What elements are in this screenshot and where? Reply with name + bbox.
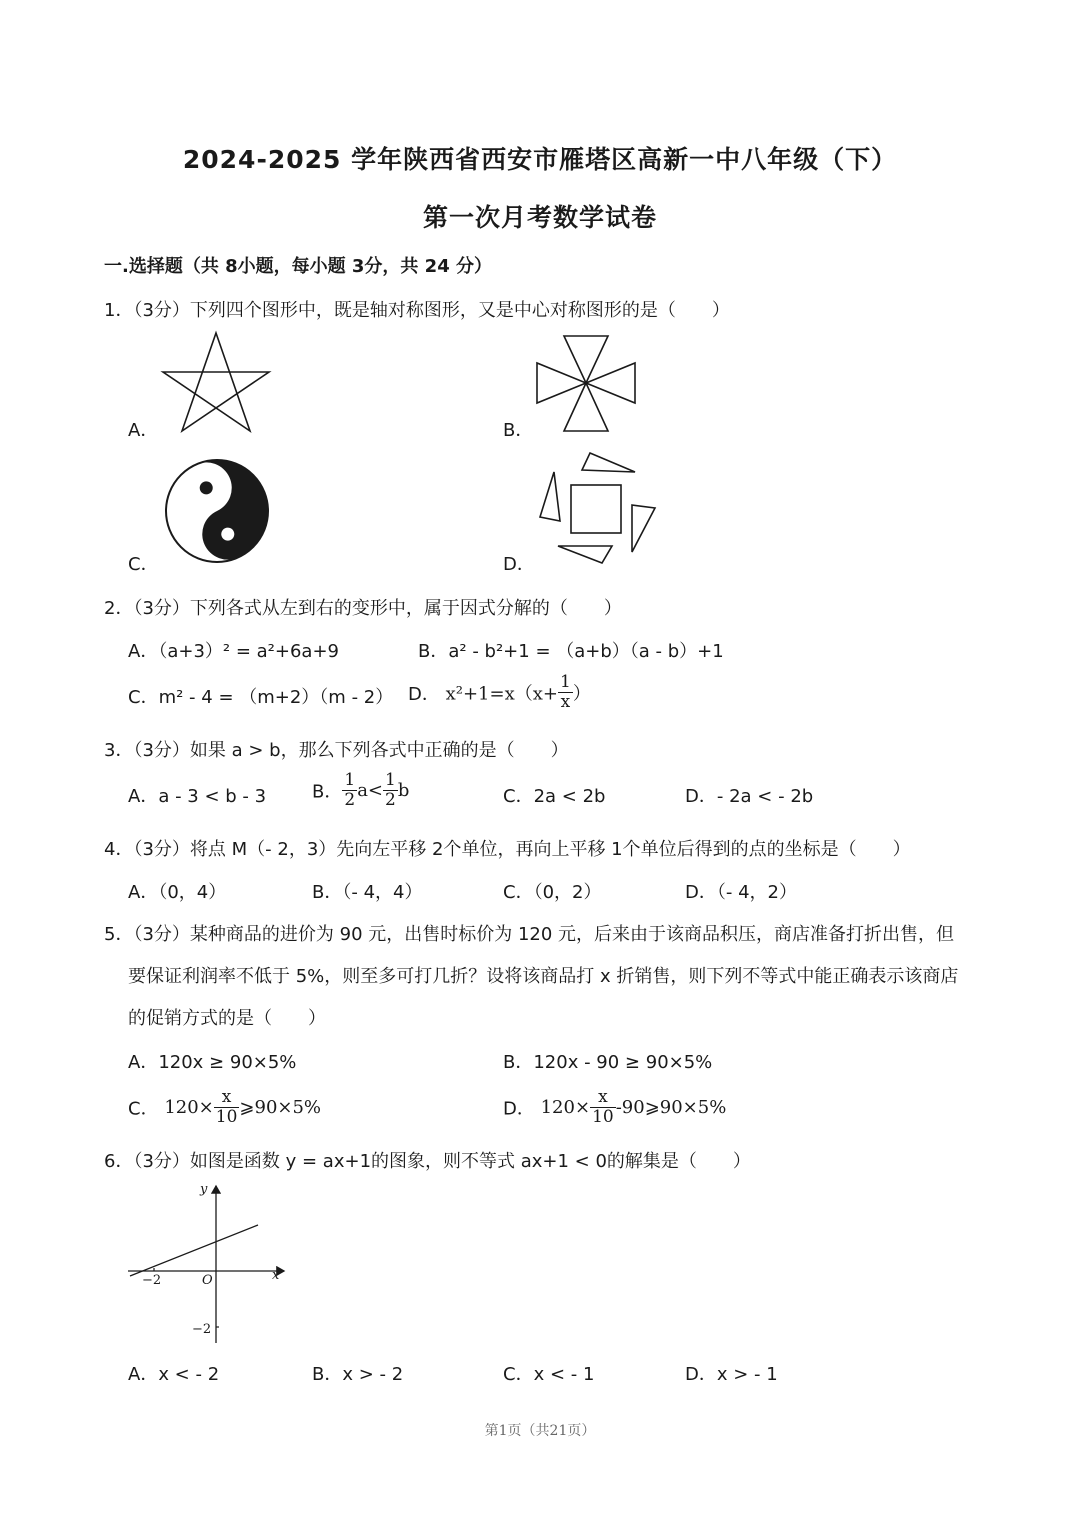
question-5-line2: 要保证利润率不低于 5%，则至多可打几折？设将该商品打 x 折销售，则下列不等式中能正确表示该商店: [128, 966, 959, 987]
q5-option-d-pre: 120×: [540, 1097, 591, 1118]
fraction-numerator: 1: [344, 770, 356, 790]
q6-option-d: D．x > - 1: [685, 1364, 778, 1385]
q5-option-a: [128, 1048, 296, 1074]
q2-option-d-label: D．: [408, 683, 440, 705]
q2-option-b-expr: a² - b²+1 = （a+b）（a - b）+1: [448, 641, 724, 662]
question-6-stem: 6．（3分）如图是函数 y = ax+1的图象，则不等式 ax+1 < 0的解集是（ ）: [104, 1151, 751, 1172]
fraction-numerator: 1: [385, 770, 396, 790]
square-triangles-figure: [534, 450, 658, 570]
q6-option-b: B．x > - 2: [312, 1364, 404, 1385]
pinwheel-figure: [533, 333, 639, 435]
q5-option-a-label: A．: [128, 1052, 159, 1073]
q5-option-c-pre: 120×: [164, 1097, 214, 1118]
q3-option-a-label: A．: [128, 786, 159, 807]
q4-option-d: D．（- 4，2）: [685, 882, 797, 903]
page-number: 第1页（共21页）: [484, 1423, 596, 1439]
star-figure: [158, 330, 274, 436]
q3-option-b-label: B．: [312, 781, 343, 803]
fraction-denominator: 2: [385, 790, 396, 810]
q2-option-c-label: C．: [128, 687, 159, 708]
q3-option-b-fraction-2: [383, 771, 398, 810]
q5-option-b-label: B．: [503, 1052, 534, 1073]
page-title-line2: 第一次月考数学试卷: [422, 203, 657, 232]
q5-option-c: [128, 1088, 321, 1127]
fraction-denominator: 2: [344, 790, 356, 810]
question-3-stem: 3．（3分）如果 a > b，那么下列各式中正确的是（ ）: [104, 740, 569, 761]
fraction-numerator: 1: [559, 672, 571, 692]
q3-option-b-end: b: [397, 780, 410, 801]
section-heading: 一.选择题（共 8小题，每小题 3分，共 24 分）: [104, 256, 493, 277]
question-1-stem: 1．（3分）下列四个图形中，既是轴对称图形，又是中心对称图形的是（ ）: [104, 300, 730, 321]
q3-option-b-mid: a<: [357, 780, 384, 801]
fraction-denominator: x: [560, 692, 571, 712]
q1-option-a-label: A．: [128, 420, 159, 441]
q5-option-d: [503, 1088, 726, 1127]
q1-option-b-label: B．: [503, 420, 534, 441]
fraction-denominator: 10: [592, 1107, 614, 1127]
q1-option-c-label: C．: [128, 554, 159, 575]
q2-option-b: [418, 637, 724, 663]
q3-option-d-label: D．: [685, 786, 717, 807]
q5-option-b: [503, 1048, 712, 1074]
q3-option-a: [128, 782, 266, 808]
fraction-numerator: x: [214, 1088, 240, 1108]
q2-option-a: [128, 637, 339, 663]
q2-option-a-label: A．: [128, 641, 159, 662]
q2-option-c-expr: m² - 4 = （m+2）（m - 2）: [158, 687, 394, 708]
q3-option-c: [503, 782, 605, 808]
q3-option-d-expr: - 2a < - 2b: [716, 786, 814, 807]
q5-option-b-expr: 120x - 90 ≥ 90×5%: [533, 1052, 713, 1073]
q2-option-c: [128, 683, 393, 709]
linear-function-graph: [124, 1178, 294, 1348]
q4-option-b: B．（- 4，4）: [312, 882, 423, 903]
question-4-stem: 4．（3分）将点 M（- 2，3）先向左平移 2个单位，再向上平移 1个单位后得到的点的坐标是（ ）: [104, 839, 911, 860]
q3-option-c-label: C．: [503, 786, 534, 807]
q4-option-a: A．（0，4）: [128, 882, 227, 903]
y-tick-label: −2: [192, 1322, 212, 1337]
q2-option-d: [408, 673, 591, 712]
q5-option-c-label: C．: [128, 1098, 159, 1120]
q3-option-d: [685, 782, 813, 808]
x-tick-label: −2: [142, 1273, 162, 1288]
question-2-stem: 2．（3分）下列各式从左到右的变形中，属于因式分解的（ ）: [104, 598, 622, 619]
q2-option-d-fraction: [558, 673, 573, 712]
q5-option-c-post: ⩾90×5%: [239, 1097, 322, 1118]
function-line: [130, 1225, 258, 1276]
q6-option-a: A．x < - 2: [128, 1364, 220, 1385]
question-5-line3: 的促销方式的是（ ）: [128, 1008, 326, 1029]
q2-option-b-label: B．: [418, 641, 449, 662]
yin-yang-figure: [162, 458, 272, 564]
page-title-line1: 2024-2025 学年陕西省西安市雁塔区高新一中八年级（下）: [182, 145, 898, 174]
fraction-denominator: 10: [215, 1107, 238, 1127]
q4-option-c: C．（0，2）: [503, 882, 602, 903]
q3-option-a-expr: a - 3 < b - 3: [158, 786, 267, 807]
q5-option-d-fraction: [590, 1088, 616, 1127]
origin-label: O: [202, 1273, 213, 1288]
q3-option-c-expr: 2a < 2b: [533, 786, 606, 807]
q5-option-d-post: -90⩾90×5%: [615, 1097, 727, 1118]
q3-option-b: [312, 771, 409, 810]
q1-option-d-label: D．: [503, 554, 535, 575]
fraction-numerator: x: [590, 1088, 616, 1108]
y-axis-label: y: [200, 1182, 208, 1197]
q5-option-c-fraction: [214, 1088, 240, 1127]
q5-option-a-expr: 120x ≥ 90×5%: [158, 1052, 297, 1073]
q3-option-b-fraction-1: [342, 771, 357, 810]
question-5-line1: 5．（3分）某种商品的进价为 90 元，出售时标价为 120 元，后来由于该商品积压，商店准备打折出售，但: [104, 924, 955, 945]
q6-option-c: C．x < - 1: [503, 1364, 595, 1385]
q2-option-a-expr: （a+3）² = a²+6a+9: [158, 641, 339, 662]
x-axis-label: x: [272, 1268, 280, 1283]
q2-option-d-lhs: x²+1=x（x+: [445, 683, 558, 705]
q5-option-d-label: D．: [503, 1098, 535, 1120]
q2-option-d-rhs: ）: [572, 683, 591, 705]
